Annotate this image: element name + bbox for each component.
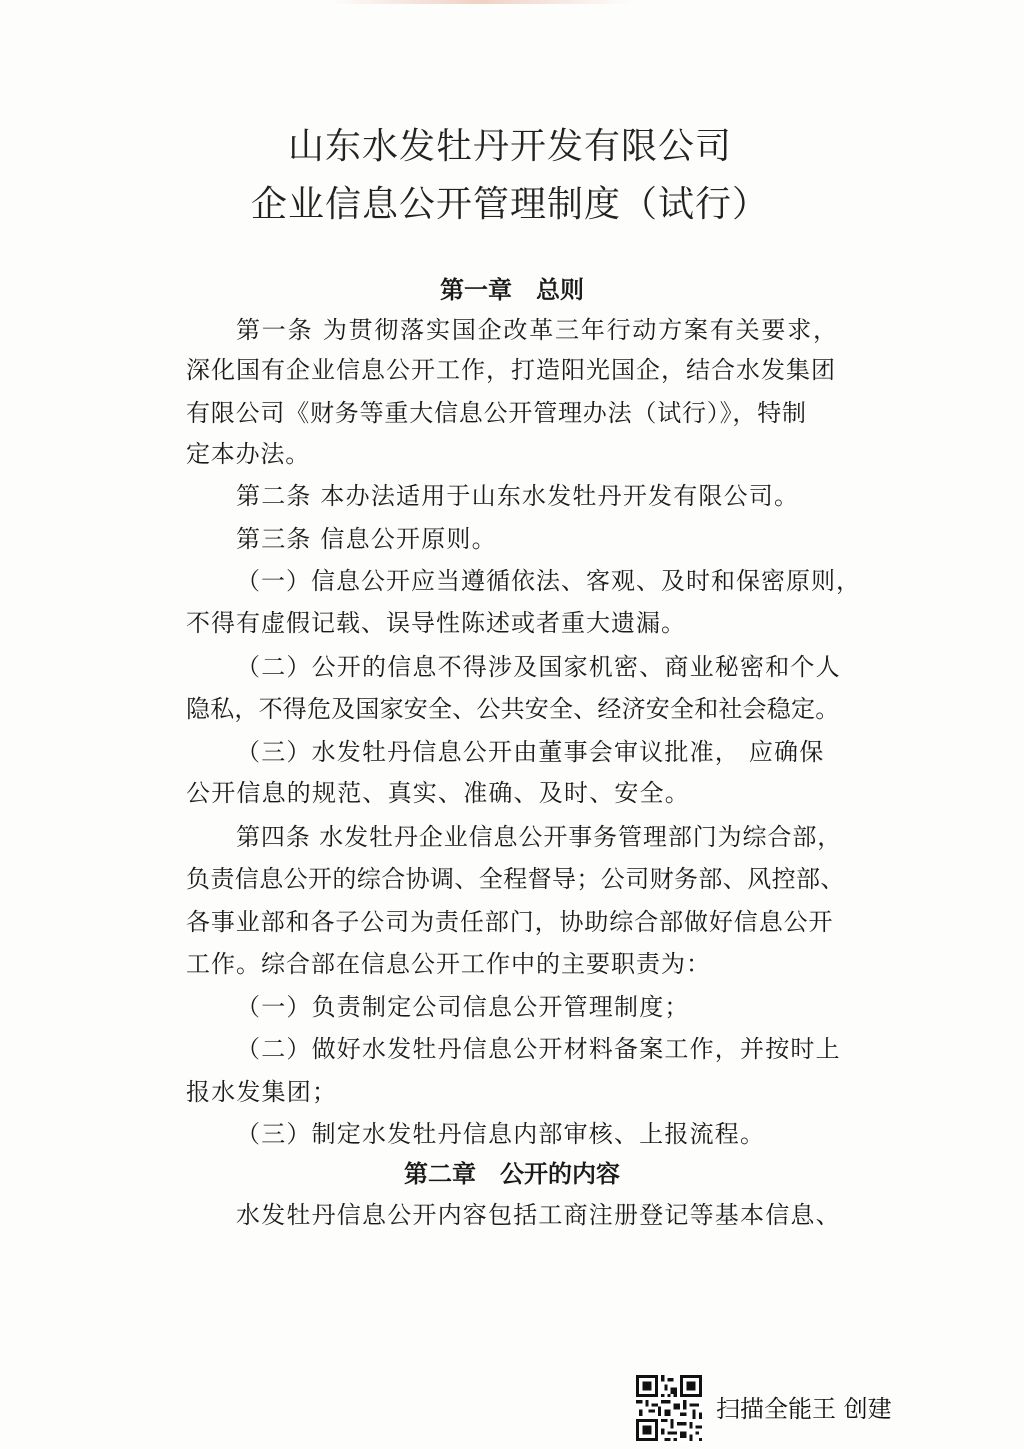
scanner-watermark bbox=[636, 1375, 936, 1445]
duty2-line1: （二）做好水发牡丹信息公开材料备案工作，并按时上 bbox=[236, 1035, 841, 1063]
duty1-line: （一）负责制定公司信息公开管理制度； bbox=[236, 993, 690, 1021]
article1-line2: 深化国有企业信息公开工作，打造阳光国企，结合水发集团 bbox=[186, 356, 836, 384]
principle2-line2: 隐私，不得危及国家安全、公共安全、经济安全和社会稳定。 bbox=[186, 695, 840, 723]
document-title-line2: 企业信息公开管理制度（试行） bbox=[250, 184, 769, 225]
principle1-line2: 不得有虚假记载、误导性陈述或者重大遗漏。 bbox=[186, 609, 686, 637]
principle3-line2: 公开信息的规范、真实、准确、及时、安全。 bbox=[186, 779, 690, 807]
chapter1-heading: 第一章 总则 bbox=[440, 276, 584, 304]
article1-line4: 定本办法。 bbox=[186, 440, 310, 468]
article1-line3: 有限公司《财务等重大信息公开管理办法（试行）》，特制 bbox=[186, 399, 807, 427]
principle3-line1: （三）水发牡丹信息公开由董事会审议批准， 应确保 bbox=[236, 738, 825, 766]
duty2-line2: 报水发集团； bbox=[186, 1078, 338, 1106]
duty3-line: （三）制定水发牡丹信息内部审核、上报流程。 bbox=[236, 1120, 766, 1148]
document-title-line1: 山东水发牡丹开发有限公司 bbox=[287, 126, 732, 167]
principle2-line1: （二）公开的信息不得涉及国家机密、商业秘密和个人 bbox=[236, 653, 841, 681]
chapter2-body-line1: 水发牡丹信息公开内容包括工商注册登记等基本信息、 bbox=[236, 1201, 841, 1229]
article4-line1: 第四条 水发牡丹企业信息公开事务管理部门为综合部， bbox=[236, 823, 843, 851]
article4-line4: 工作。综合部在信息公开工作中的主要职责为： bbox=[186, 950, 711, 978]
qr-code-icon bbox=[636, 1375, 702, 1441]
article4-line3: 各事业部和各子公司为责任部门，协助综合部做好信息公开 bbox=[186, 908, 834, 936]
article1-line1: 第一条 为贯彻落实国企改革三年行动方案有关要求， bbox=[236, 316, 839, 344]
article2-line: 第二条 本办法适用于山东水发牡丹开发有限公司。 bbox=[236, 482, 800, 510]
principle1-line1: （一）信息公开应当遵循依法、客观、及时和保密原则， bbox=[236, 567, 861, 595]
chapter2-heading: 第二章 公开的内容 bbox=[404, 1160, 620, 1188]
scan-edge-mark bbox=[330, 0, 630, 4]
article3-line: 第三条 信息公开原则。 bbox=[236, 525, 497, 553]
article4-line2: 负责信息公开的综合协调、全程督导；公司财务部、风控部、 bbox=[186, 865, 845, 893]
scanner-app-label: 扫描全能王 创建 bbox=[716, 1395, 892, 1423]
